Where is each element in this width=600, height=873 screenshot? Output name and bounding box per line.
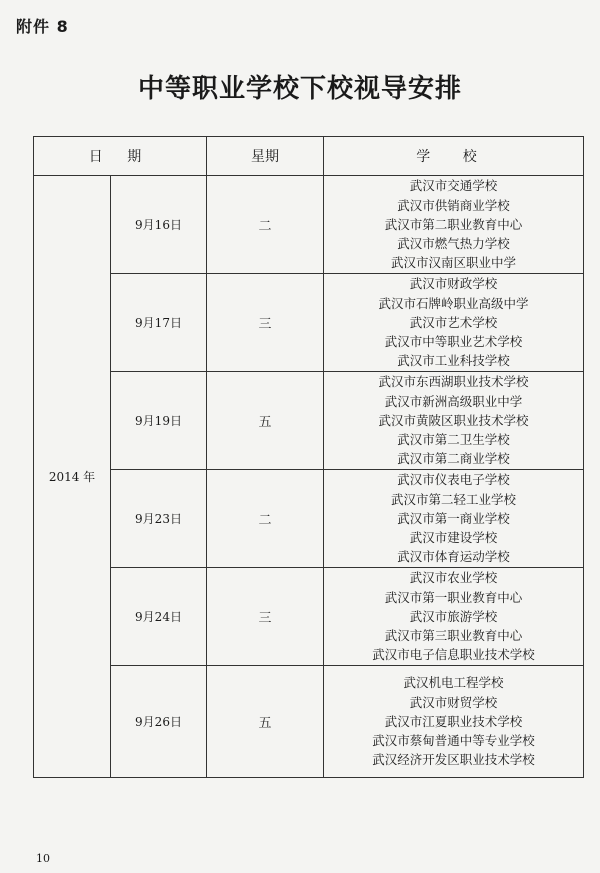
schools-cell [324,176,584,274]
attachment-label: 附件 8 [16,17,69,36]
school-name: 武汉市财政学校 [409,276,498,292]
school-name: 武汉市交通学校 [409,178,498,194]
school-name: 武汉市中等职业艺术学校 [384,334,523,350]
school-name: 武汉经济开发区职业技术学校 [372,752,535,768]
header-weekday: 星期 [207,137,324,176]
table-row [34,470,584,568]
page-title: 中等职业学校下校视导安排 [137,74,462,104]
header-row [34,137,584,176]
school-name: 武汉市第二职业教育中心 [384,216,523,232]
weekday-cell: 三 [207,568,324,666]
schools-cell [324,568,584,666]
school-name: 武汉市新洲高级职业中学 [384,393,523,409]
schools-cell [324,274,584,372]
school-name: 武汉市汉南区职业中学 [391,255,517,271]
schedule-table [33,136,584,778]
date-cell: 9月24日 [111,568,207,666]
schools-cell [324,470,584,568]
school-name: 武汉市第一商业学校 [397,510,510,526]
weekday-cell: 五 [207,372,324,470]
school-name: 武汉市东西湖职业技术学校 [378,374,529,390]
school-name: 武汉市第三职业教育中心 [384,628,523,644]
schools-cell [324,372,584,470]
school-name: 武汉市体育运动学校 [397,549,510,565]
school-name: 武汉市石牌岭职业高级中学 [378,295,529,311]
school-name: 武汉市仪表电子学校 [397,472,510,488]
school-name: 武汉市工业科技学校 [397,353,510,369]
table-row [34,176,584,274]
school-name: 武汉市电子信息职业技术学校 [372,647,535,663]
school-name: 武汉市建设学校 [409,530,498,546]
header-school: 学 校 [324,137,584,176]
school-name: 武汉市供销商业学校 [397,197,510,213]
school-name: 武汉市第二轻工业学校 [391,491,517,507]
date-cell: 9月26日 [111,666,207,778]
school-name: 武汉市蔡甸普通中等专业学校 [372,733,535,749]
school-name: 武汉机电工程学校 [403,675,504,691]
school-name: 武汉市第二商业学校 [397,451,510,467]
header-date: 日 期 [34,137,207,176]
schools-cell [324,666,584,778]
year-cell: 2014 年 [34,176,111,778]
table-row [34,568,584,666]
date-cell: 9月17日 [111,274,207,372]
date-cell: 9月23日 [111,470,207,568]
school-name: 武汉市艺术学校 [409,314,498,330]
school-name: 武汉市财贸学校 [409,694,498,710]
school-name: 武汉市黄陂区职业技术学校 [378,412,529,428]
school-name: 武汉市第二卫生学校 [397,432,510,448]
weekday-cell: 二 [207,470,324,568]
table-row [34,666,584,778]
weekday-cell: 二 [207,176,324,274]
school-name: 武汉市旅游学校 [409,608,498,624]
school-name: 武汉市江夏职业技术学校 [384,713,523,729]
page-number: 10 [36,852,50,865]
date-cell: 9月19日 [111,372,207,470]
table-row [34,372,584,470]
table-row [34,274,584,372]
weekday-cell: 五 [207,666,324,778]
school-name: 武汉市第一职业教育中心 [384,589,523,605]
school-name: 武汉市农业学校 [409,570,498,586]
date-cell: 9月16日 [111,176,207,274]
school-name: 武汉市燃气热力学校 [397,236,510,252]
weekday-cell: 三 [207,274,324,372]
